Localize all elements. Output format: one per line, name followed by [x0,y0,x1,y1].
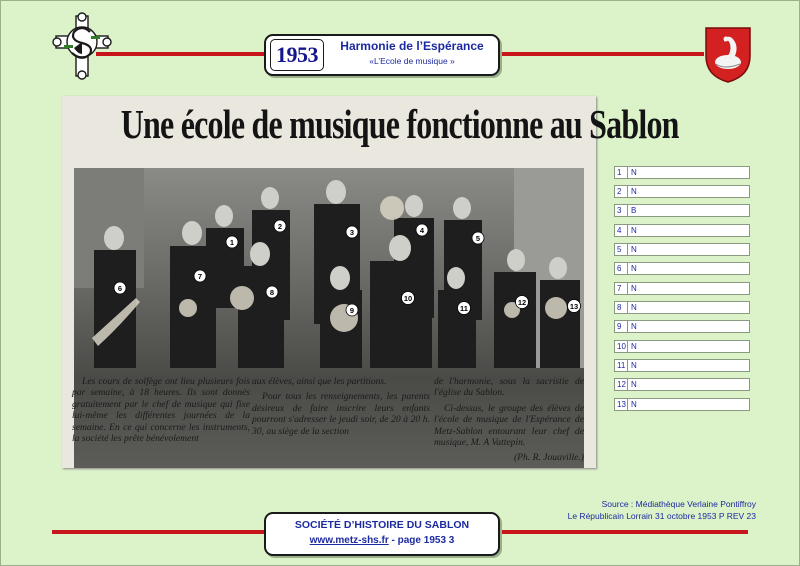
legend-number: 8 [614,301,628,314]
legend-row [614,282,750,295]
newspaper-clipping [62,96,679,468]
source-line: Source : Médiathèque Verlaine Pontiffroy [601,499,756,509]
photo-credit: (Ph. R. Jouaville.) [513,452,584,464]
legend-number: 12 [614,378,628,391]
legend-value: N [628,398,750,411]
legend-row [614,378,750,391]
photo-marker: 3 [349,227,355,237]
photo-marker: 10 [403,293,413,303]
legend-row [614,359,750,372]
legend-value: N [628,301,750,314]
legend-value: N [628,166,750,179]
legend-row [614,185,750,198]
photo-marker: 2 [277,221,283,231]
legend-row [614,320,750,333]
red-rule [496,530,748,534]
legend-number: 3 [614,204,628,217]
legend-value: N [628,359,750,372]
legend-row [614,398,750,411]
article-column-3 [434,376,584,464]
footer-panel [264,512,500,556]
legend-value: N [628,185,750,198]
photo-marker: 4 [419,225,425,235]
legend-row [614,301,750,314]
legend-number: 9 [614,320,628,333]
page-subtitle: «L’Ecole de musique » [369,56,455,66]
group-photo-figures [74,168,584,368]
legend-number: 11 [614,359,628,372]
legend-value: N [628,282,750,295]
photo-marker: 11 [460,303,468,313]
page-title: Harmonie de l’Espérance [340,39,484,53]
photo-marker: 1 [229,237,235,247]
page-number: - page 1953 3 [388,535,455,546]
year-label: 1953 [276,42,318,67]
legend-row [614,224,750,237]
photo-marker: 8 [269,287,275,297]
footer-page-line [266,535,498,546]
coat-of-arms-icon [704,26,752,84]
legend-number: 13 [614,398,628,411]
legend-number: 2 [614,185,628,198]
legend-value: N [628,320,750,333]
photo-marker: 13 [569,301,579,311]
legend-row [614,204,750,217]
photo-marker: 12 [517,297,527,307]
legend-number: 7 [614,282,628,295]
year-badge [270,39,324,71]
article-column-2 [252,376,430,441]
legend-value: N [628,224,750,237]
legend-number: 1 [614,166,628,179]
article-paragraph: de l'harmonie, sous la sacristie de l'église du Sablon. [434,376,584,399]
article-paragraph: Les cours de solfège ont lieu plusieurs fois par semaine, à 18 heures. Ils sont donnés gratuitement par le chef de musique qui fixe lui-même les différentes journées de la semaine. En ce qui concerne les instruments, la société les prête bénévolement [72,376,250,445]
article-paragraph: aux élèves, ainsi que les partitions. [252,376,387,387]
source-line: Le Républicain Lorrain 31 octobre 1953 P REV 23 [567,511,756,521]
legend-number: 4 [614,224,628,237]
red-rule [496,52,704,56]
legend-number: 10 [614,340,628,353]
photo-marker: 7 [197,271,203,281]
photo-marker: 9 [349,305,355,315]
legend-value: N [628,243,750,256]
red-rule [52,530,264,534]
legend-number: 6 [614,262,628,275]
source-citation [500,498,756,522]
article-paragraph: Pour tous les renseignements, les parents désireux de faire inscrire leurs enfants pourront s'adresser le jeudi soir, de 20 à 20 h. 30, au siège de la section [252,391,430,437]
legend-value: N [628,378,750,391]
article-column-1 [72,376,250,448]
legend-value: N [628,262,750,275]
red-rule [96,52,264,56]
website-link[interactable]: www.metz-shs.fr [309,535,389,546]
article-paragraph: Ci-dessus, le groupe des élèves de l'école de musique de l'Espérance de Metz-Sablon entourant leur chef de musique, M. A Vattepin. [434,402,584,449]
society-cross-logo-icon [54,12,110,80]
footer-organization: SOCIÉTÉ D’HISTOIRE DU SABLON [294,519,470,531]
article-headline: Une école de musique fonctionne au Sablon [120,101,679,147]
legend-value: N [628,340,750,353]
legend-value: B [628,204,750,217]
header-panel [264,34,500,76]
legend-row [614,262,750,275]
photo-marker: 6 [117,283,123,293]
photo-marker: 5 [475,233,481,243]
legend-row [614,340,750,353]
legend-row [614,243,750,256]
legend-number: 5 [614,243,628,256]
legend-row [614,166,750,179]
